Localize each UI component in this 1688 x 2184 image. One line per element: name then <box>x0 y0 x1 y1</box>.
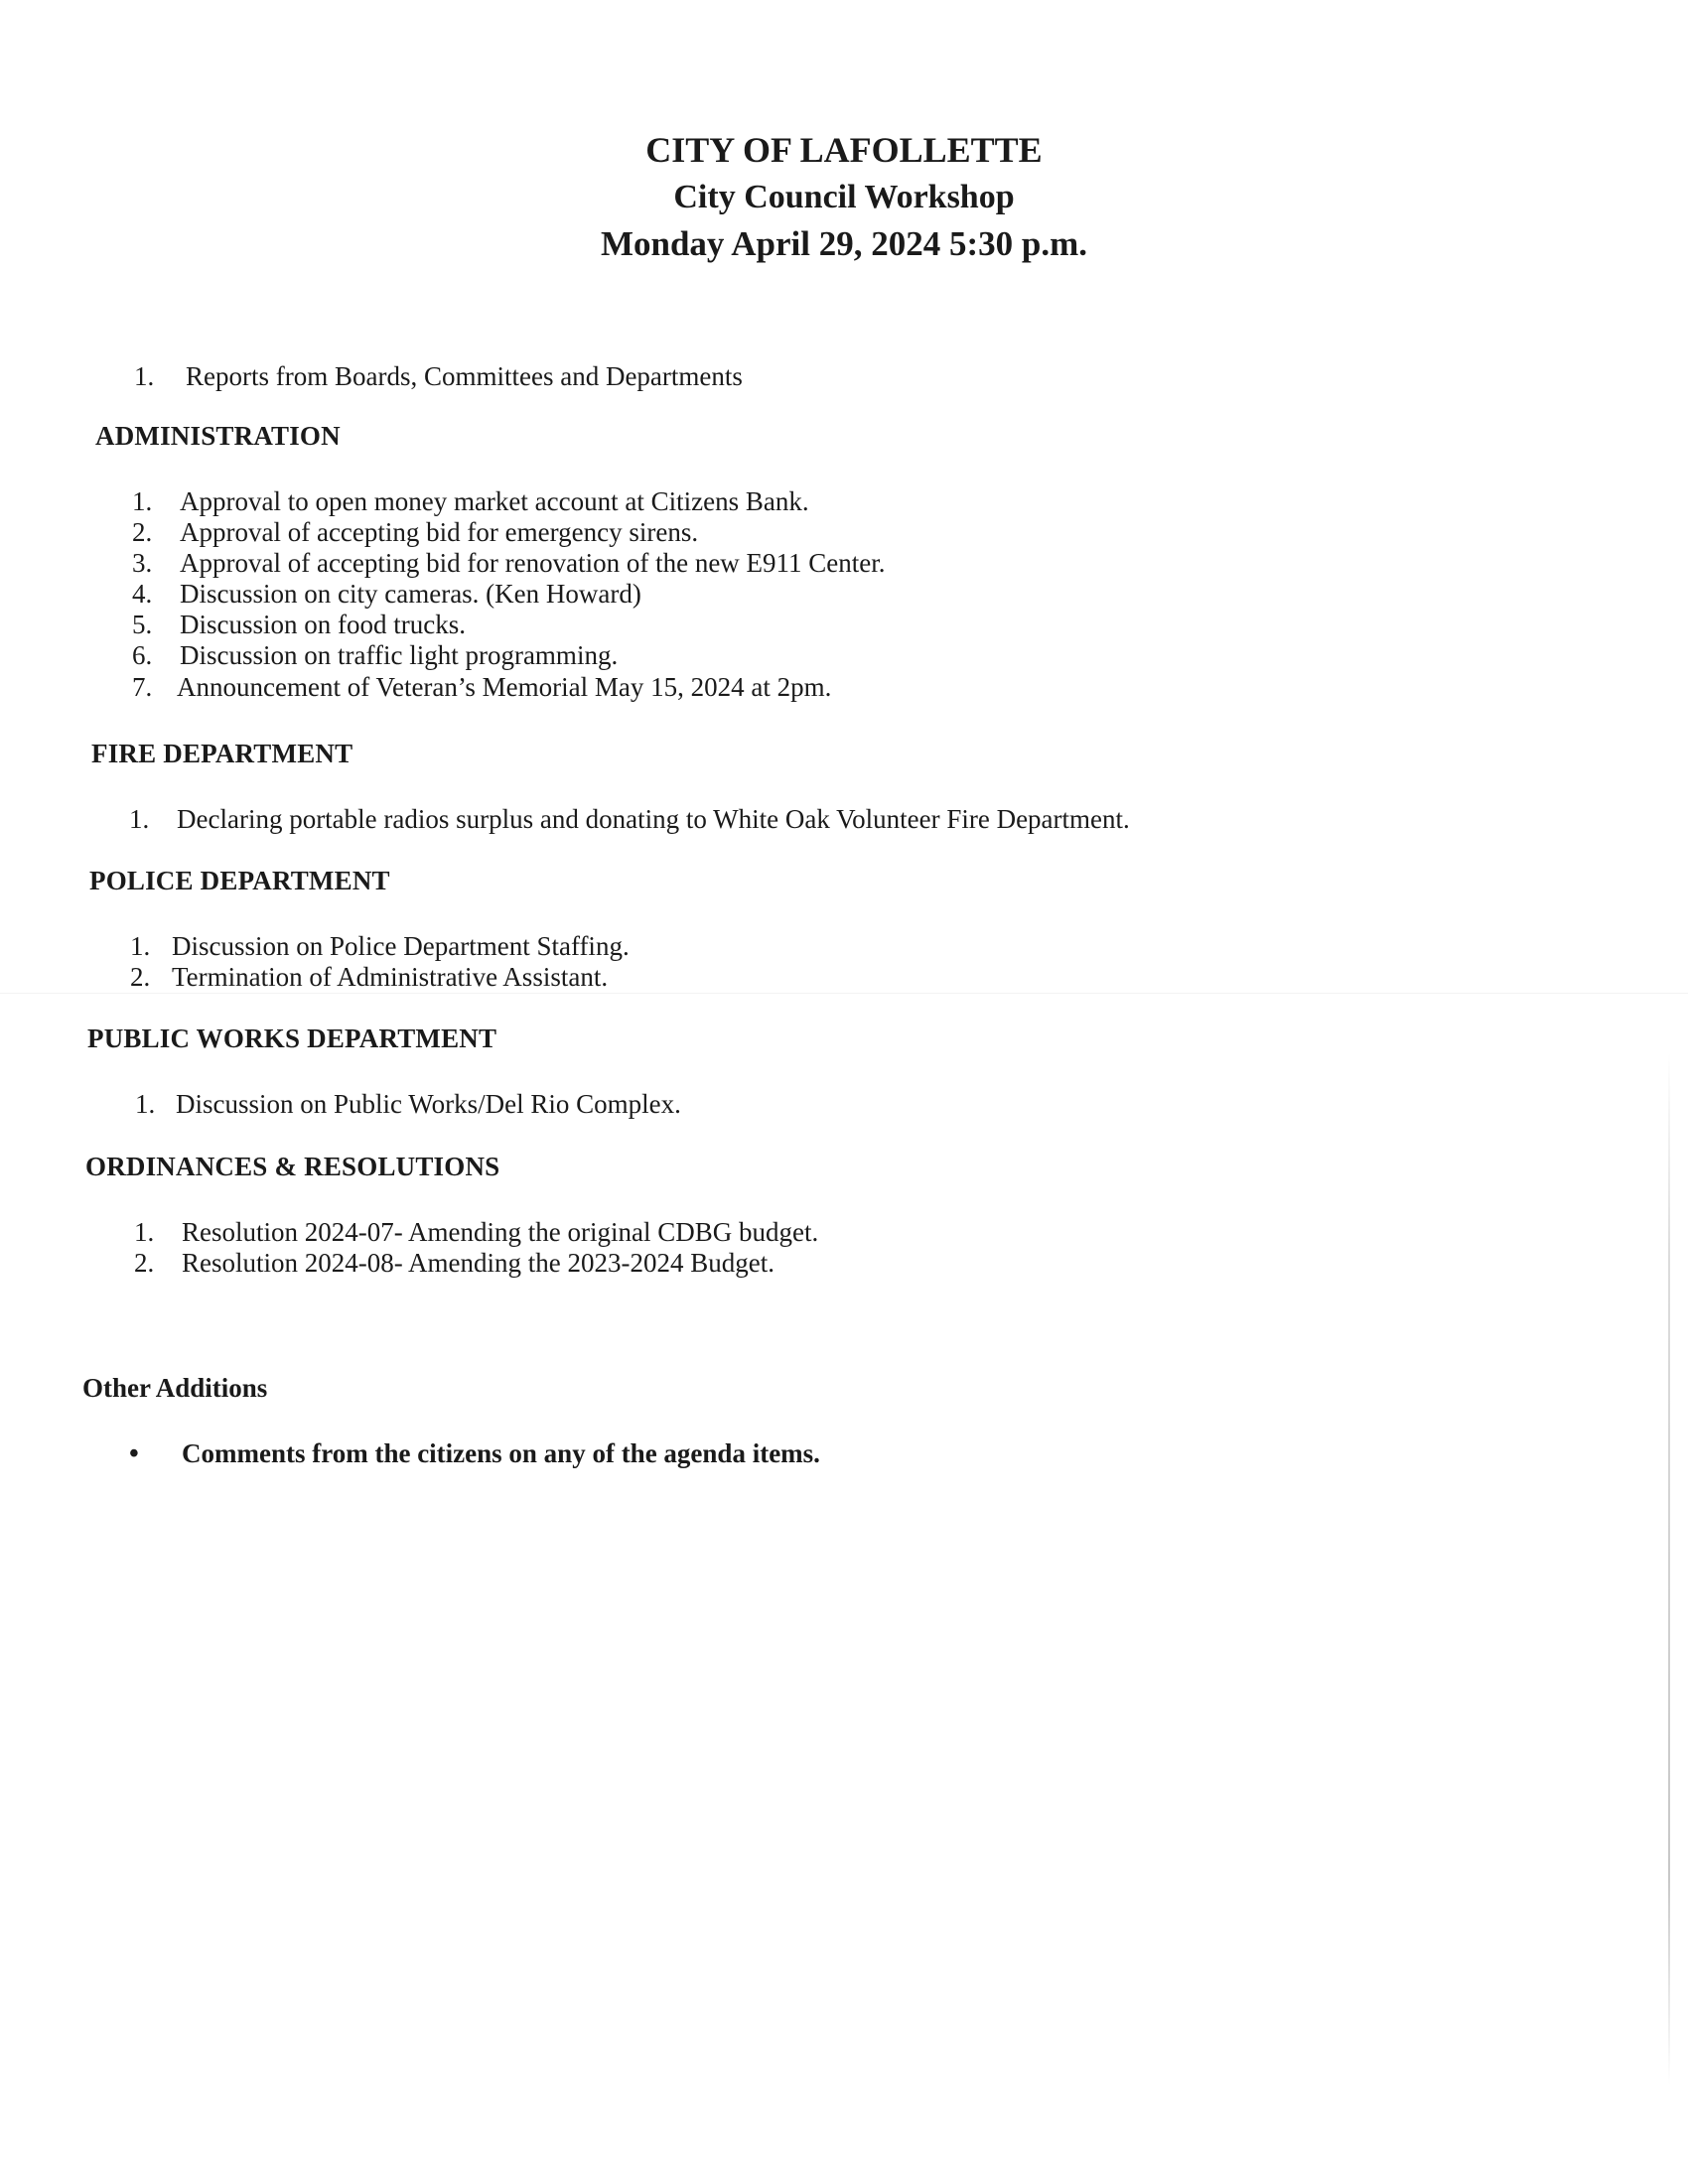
item-text: Discussion on traffic light programming. <box>180 640 619 670</box>
section-title-fire: FIRE DEPARTMENT <box>91 739 353 768</box>
item-number: 1. <box>132 486 153 516</box>
item-number: 5. <box>132 610 153 639</box>
list-item <box>132 672 831 703</box>
item-text: Declaring portable radios surplus and donating to White Oak Volunteer Fire Department. <box>177 804 1130 834</box>
item-number: 1. <box>134 361 155 391</box>
item-number: 2. <box>130 962 151 992</box>
scan-artifact-line <box>0 993 1688 994</box>
item-number: 2. <box>134 1248 155 1278</box>
section-title-administration: ADMINISTRATION <box>95 421 341 451</box>
list-item <box>130 931 630 962</box>
item-text: Termination of Administrative Assistant. <box>172 962 609 992</box>
list-item <box>135 1089 681 1120</box>
item-number: 1. <box>135 1089 156 1119</box>
item-text: Discussion on city cameras. (Ken Howard) <box>180 579 641 609</box>
list-item <box>134 1217 818 1248</box>
item-text: Announcement of Veteran’s Memorial May 15, 2024 at 2pm. <box>177 672 832 702</box>
section-title-public-works: PUBLIC WORKS DEPARTMENT <box>87 1024 497 1053</box>
list-item <box>132 548 886 579</box>
list-item <box>182 1438 820 1469</box>
item-text: Comments from the citizens on any of the agenda items. <box>182 1438 820 1468</box>
city-title: CITY OF LAFOLLETTE <box>645 130 1043 170</box>
item-text: Discussion on Police Department Staffing. <box>172 931 630 961</box>
list-item <box>129 804 1130 835</box>
list-item <box>134 1248 774 1279</box>
item-text: Discussion on food trucks. <box>180 610 466 639</box>
meeting-date: Monday April 29, 2024 5:30 p.m. <box>600 224 1088 263</box>
intro-item <box>134 361 743 392</box>
list-item <box>132 640 618 671</box>
item-text: Discussion on Public Works/Del Rio Complex. <box>176 1089 681 1119</box>
item-number: 7. <box>132 672 153 702</box>
scan-edge-shadow <box>1668 1052 1670 2085</box>
list-item <box>132 610 466 640</box>
item-text: Approval of accepting bid for renovation of the new E911 Center. <box>180 548 886 578</box>
item-text: Reports from Boards, Committees and Departments <box>186 361 743 391</box>
section-title-other: Other Additions <box>82 1373 268 1403</box>
item-text: Resolution 2024-08- Amending the 2023-2024 Budget. <box>182 1248 774 1278</box>
item-number: 2. <box>132 517 153 547</box>
item-number: 1. <box>130 931 151 961</box>
item-text: Approval to open money market account at Citizens Bank. <box>180 486 809 516</box>
item-text: Resolution 2024-07- Amending the original CDBG budget. <box>182 1217 819 1247</box>
item-number: 1. <box>134 1217 155 1247</box>
list-item <box>132 579 641 610</box>
list-item <box>132 517 698 548</box>
bullet-icon: • <box>129 1438 139 1469</box>
list-item <box>132 486 809 517</box>
section-title-ordinances: ORDINANCES & RESOLUTIONS <box>85 1152 500 1181</box>
list-item <box>130 962 608 993</box>
section-title-police: POLICE DEPARTMENT <box>89 866 390 895</box>
item-text: Approval of accepting bid for emergency sirens. <box>180 517 699 547</box>
item-number: 1. <box>129 804 150 834</box>
item-number: 6. <box>132 640 153 670</box>
item-number: 3. <box>132 548 153 578</box>
meeting-title: City Council Workshop <box>673 179 1015 215</box>
item-number: 4. <box>132 579 153 609</box>
